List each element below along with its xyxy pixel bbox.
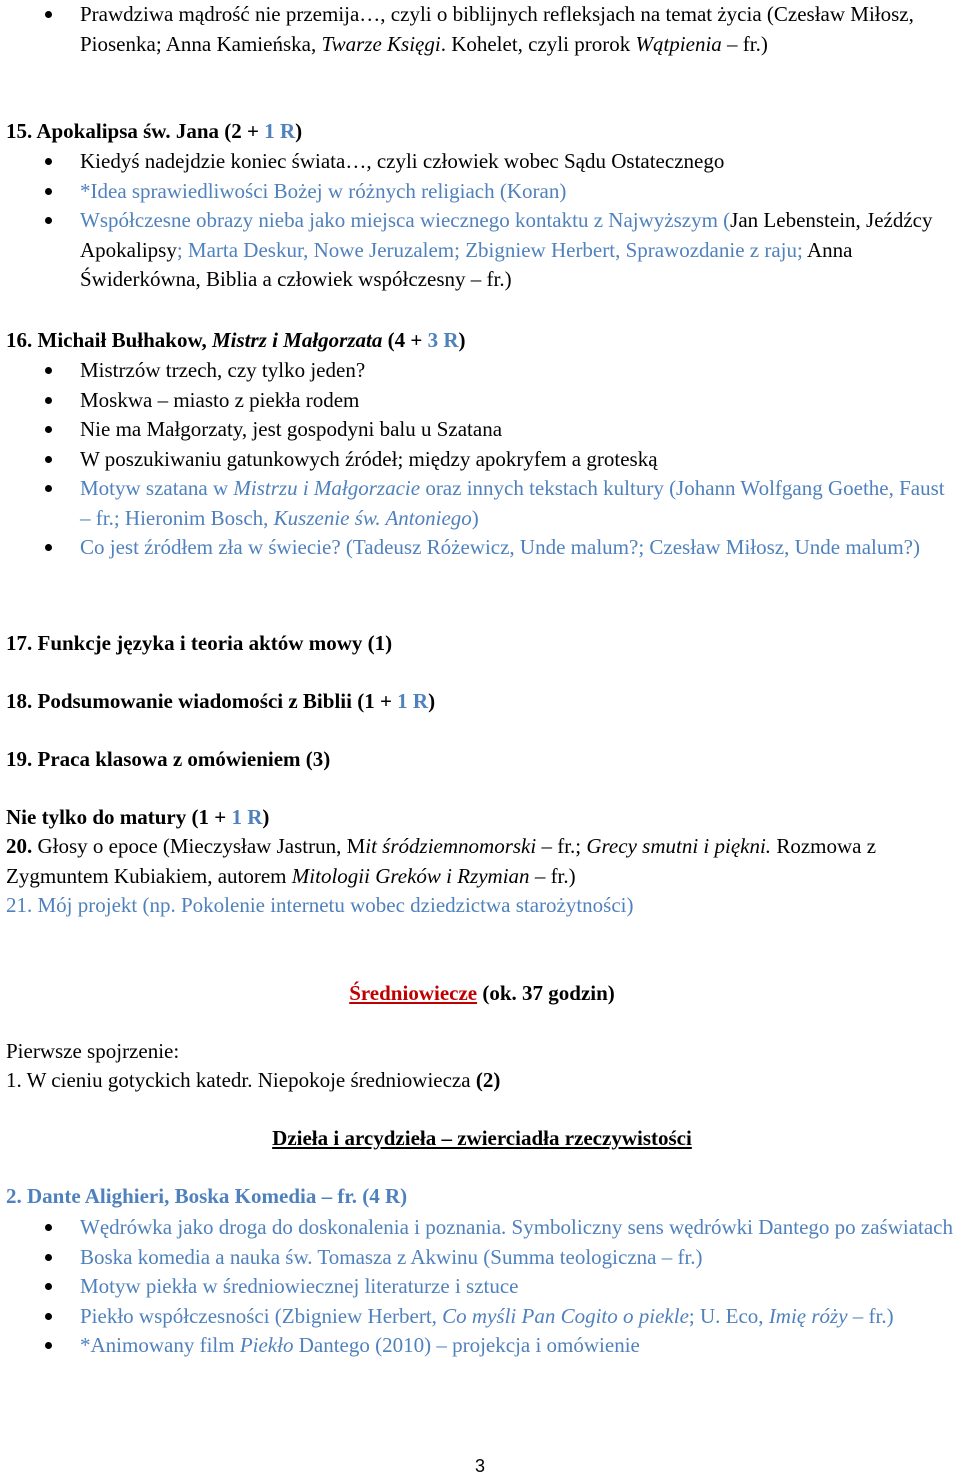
list-item: Wędrówka jako droga do doskonalenia i poznania. Symboliczny sens wędrówki Dantego po zaświatach: [6, 1213, 958, 1243]
list-item: Boska komedia a nauka św. Tomasza z Akwinu (Summa teologiczna – fr.): [6, 1243, 958, 1273]
first-look-heading: Pierwsze spojrzenie:: [6, 1039, 180, 1063]
list-item: *Idea sprawiedliwości Bożej w różnych religiach (Koran): [6, 177, 958, 207]
list-item: Mistrzów trzech, czy tylko jeden?: [6, 356, 958, 386]
list-item: W poszukiwaniu gatunkowych źródeł; między apokryfem a groteską: [6, 445, 958, 475]
section-18-heading: 18. Podsumowanie wiadomości z Biblii (1 + 1 R): [6, 689, 436, 713]
first-look-item: 1. W cieniu gotyckich katedr. Niepokoje średniowiecza (2): [6, 1068, 501, 1092]
list-item: *Animowany film Piekło Dantego (2010) – projekcja i omówienie: [6, 1331, 958, 1361]
section-19-heading: 19. Praca klasowa z omówieniem (3): [6, 747, 331, 771]
section-16-list: [6, 356, 958, 563]
works-heading: Dzieła i arcydzieła – zwierciadła rzeczywistości: [272, 1126, 692, 1150]
item-21: 21. Mój projekt (np. Pokolenie internetu wobec dziedzictwa starożytności): [6, 893, 634, 917]
list-item: Moskwa – miasto z piekła rodem: [6, 386, 958, 416]
list-item: Co jest źródłem zła w świecie? (Tadeusz Różewicz, Unde malum?; Czesław Miłosz, Unde malum?): [6, 533, 958, 563]
list-item: Motyw piekła w średniowiecznej literaturze i sztuce: [6, 1272, 958, 1302]
list-item: Nie ma Małgorzaty, jest gospodyni balu u Szatana: [6, 415, 958, 445]
list-item: Współczesne obrazy nieba jako miejsca wiecznego kontaktu z Najwyższym (Jan Lebenstein, Jeźdźcy Apokalipsy; Marta Deskur, Nowe Jeruzalem; Zbigniew Herbert, Sprawozdanie z raju; Anna Świderkówna, Biblia a człowiek współczesny – fr.): [6, 206, 958, 295]
section-2-heading: 2. Dante Alighieri, Boska Komedia – fr. (4 R): [6, 1184, 408, 1208]
medieval-title: Średniowiecze (ok. 37 godzin): [349, 981, 615, 1005]
section-15-heading: 15. Apokalipsa św. Jana (2 + 1 R): [6, 119, 303, 143]
section-2-list: [6, 1213, 958, 1361]
section-16-heading: 16. Michaił Bułhakow, Mistrz i Małgorzata (4 + 3 R): [6, 328, 466, 352]
nie-tylko-heading: Nie tylko do matury (1 + 1 R): [6, 805, 270, 829]
list-item: Piekło współczesności (Zbigniew Herbert, Co myśli Pan Cogito o piekle; U. Eco, Imię róży – fr.): [6, 1302, 958, 1332]
page-number: 3: [474, 1456, 485, 1476]
intro-list: [6, 0, 958, 59]
section-15-list: [6, 147, 958, 295]
item-20: 20. Głosy o epoce (Mieczysław Jastrun, Mit śródziemnomorski – fr.; Grecy smutni i piękni. Rozmowa z Zygmuntem Kubiakiem, autorem Mitologii Greków i Rzymian – fr.): [6, 834, 877, 888]
list-item: Kiedyś nadejdzie koniec świata…, czyli człowiek wobec Sądu Ostatecznego: [6, 147, 958, 177]
list-item: Motyw szatana w Mistrzu i Małgorzacie oraz innych tekstach kultury (Johann Wolfgang Goethe, Faust – fr.; Hieronim Bosch, Kuszenie św. Antoniego): [6, 474, 958, 533]
list-item: Prawdziwa mądrość nie przemija…, czyli o biblijnych refleksjach na temat życia (Czesław Miłosz, Piosenka; Anna Kamieńska, Twarze Księgi. Kohelet, czyli prorok Wątpienia – fr.): [6, 0, 958, 59]
section-17-heading: 17. Funkcje języka i teoria aktów mowy (1): [6, 631, 393, 655]
